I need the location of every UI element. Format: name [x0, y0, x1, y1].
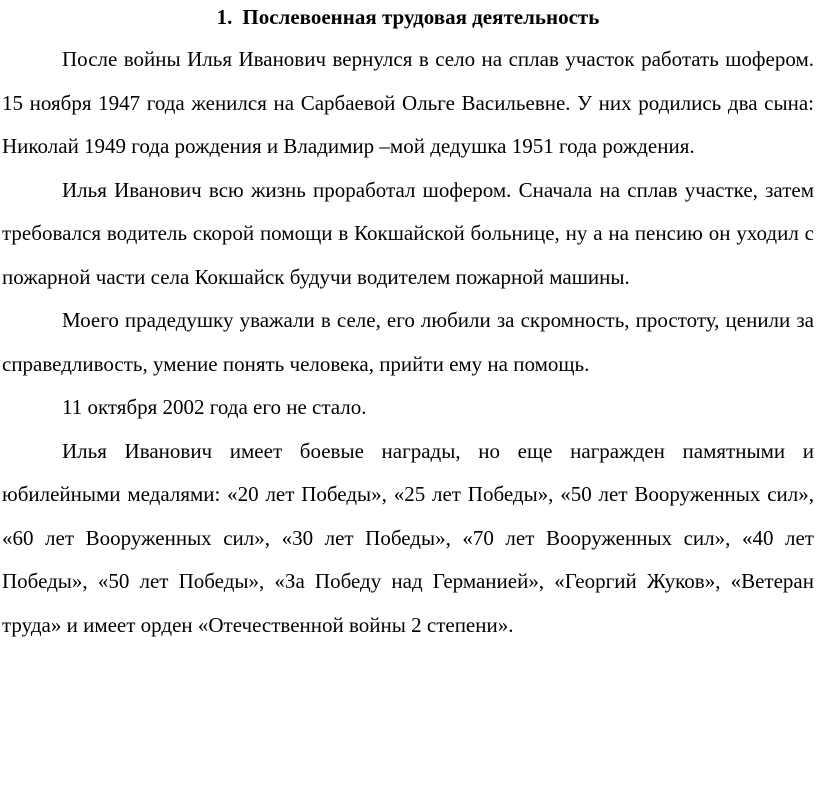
section-heading [2, 6, 814, 38]
paragraph-driver-career: Илья Иванович всю жизнь проработал шофером. Сначала на сплав участке, затем требовался водитель скорой помощи в Кокшайской больнице, ну а на пенсию он уходил с пожарной части села Кокшайск будучи водителем пожарной машины. [2, 177, 814, 289]
paragraph-postwar-return: После войны Илья Иванович вернулся в село на сплав участок работать шофером. 15 ноября 1947 года женился на Сарбаевой Ольге Васильевне. У них родились два сына: Николай 1949 года рождения и Владимир –мой дедушка 1951 года рождения. [2, 47, 814, 158]
paragraph-respect: Моего прадедушку уважали в селе, его любили за скромность, простоту, ценили за справедливость, умение понять человека, прийти ему на помощь. [2, 308, 814, 376]
paragraph-awards: Илья Иванович имеет боевые награды, но еще награжден памятными и юбилейными медалями: «20 лет Победы», «25 лет Победы», «50 лет Вооруженных сил», «60 лет Вооруженных сил», «30 лет Победы», «70 лет Вооруженных сил», «40 лет Победы», «50 лет Победы», «За Победу над Германией», «Георгий Жуков», «Ветеран труда» и имеет орден «Отечественной войны 2 степени». [2, 438, 814, 637]
section-title: Послевоенная трудовая деятельность [242, 5, 600, 29]
paragraph-death-date: 11 октября 2002 года его не стало. [62, 395, 367, 419]
section-number: 1. [216, 5, 233, 29]
